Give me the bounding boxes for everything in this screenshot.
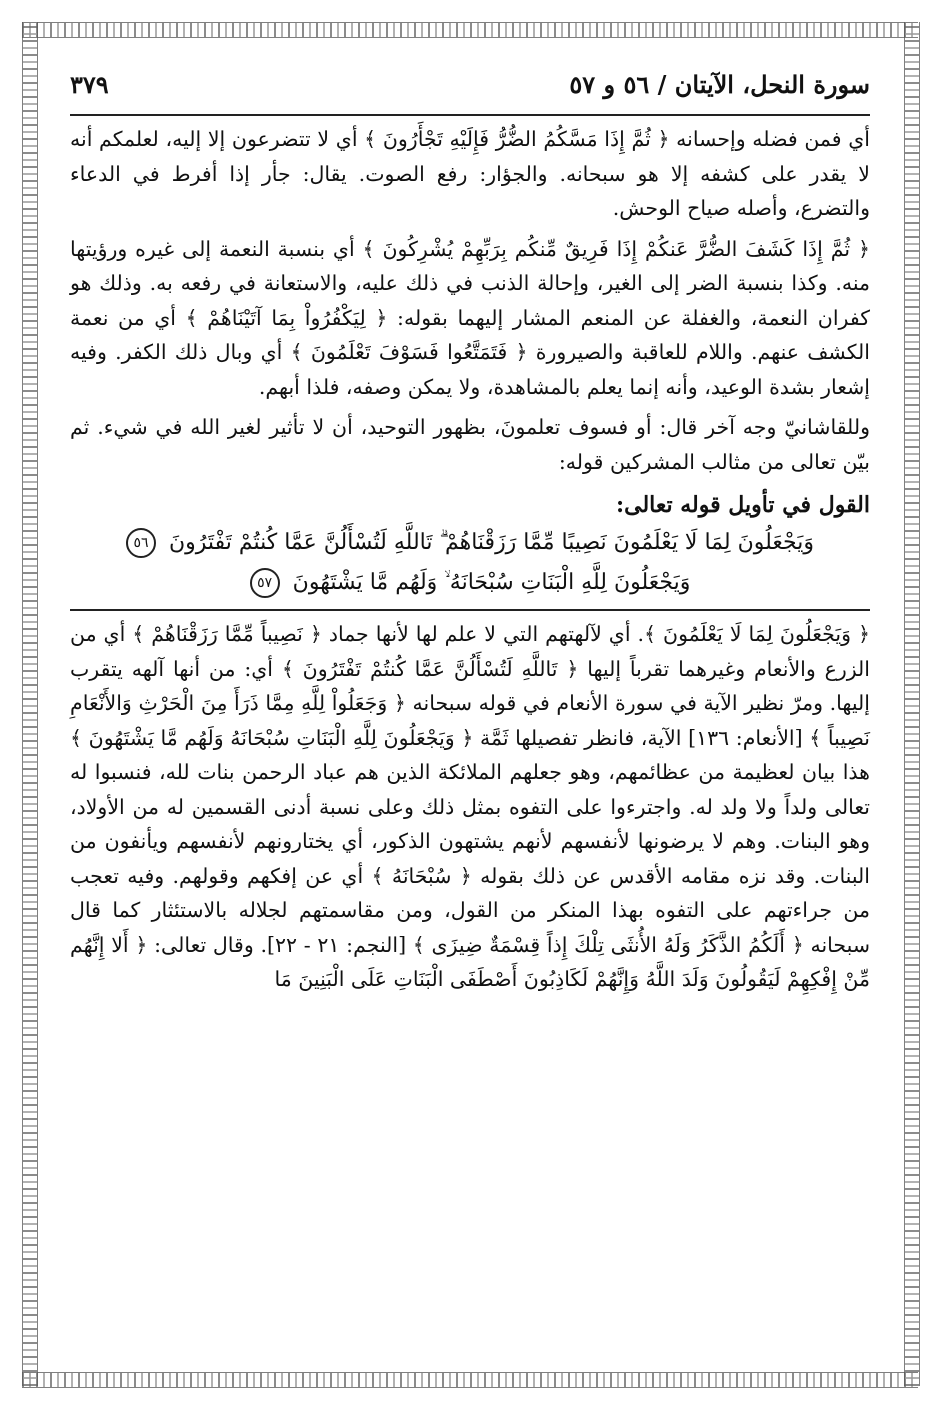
verse-56	[70, 523, 870, 563]
paragraph-1: أي فمن فضله وإحسانه ﴿ ثُمَّ إِذَا مَسَّكُمُ الضُّرُّ فَإِلَيْهِ تَجْأَرُونَ ﴾ أي لا تتضرعون إلا إليه، لعلمكم أنه لا يقدر على كشفه إلا هو سبحانه. والجؤار: رفع الصوت. يقال: جأر إذا أفرط في الدعاء والتضرع، وأصله صياح الوحش.	[70, 127, 870, 220]
decorative-border-left	[22, 22, 38, 1386]
verse-text: وَيَجْعَلُونَ لِلَّهِ الْبَنَاتِ سُبْحَانَهُ ۙ وَلَهُم مَّا يَشْتَهُونَ	[292, 570, 691, 595]
ayah-number-badge: ٥٧	[250, 568, 280, 598]
quran-verses	[70, 523, 870, 611]
paragraph-2: ﴿ ثُمَّ إِذَا كَشَفَ الضُّرَّ عَنكُمْ إِذَا فَرِيقٌ مِّنكُم بِرَبِّهِمْ يُشْرِكُونَ ﴾ أي بنسبة النعمة إلى غيره ورؤيتها منه. وكذا بنسبة الضر إلى الغير، وإحالة الذنب في ذلك عليه، والاستعانة في رفعه به. وذلك هو كفران النعمة، والغفلة عن المنعم المشار إليهما بقوله: ﴿ لِيَكْفُرُواْ بِمَا آتَيْنَاهُمْ ﴾ أي من نعمة الكشف عنهم. واللام للعاقبة والصيرورة ﴿ فَتَمَتَّعُوا فَسَوْفَ تَعْلَمُونَ ﴾ أي وبال ذلك الكفر. وفيه إشعار بشدة الوعيد، وأنه إنما يعلم بالمشاهدة، ولا يمكن وصفه، فلذا أبهم.	[70, 236, 870, 399]
decorative-border-right	[904, 22, 920, 1386]
verse-57	[70, 563, 870, 603]
paragraph-3: وللقاشانيّ وجه آخر قال: أو فسوف تعلمونَ، بظهور التوحيد، أن لا تأثير لغير الله في شيء. ثم بيّن تعالى من مثالب المشركين قوله:	[70, 415, 870, 474]
commentary-paragraph: ﴿ وَيَجْعَلُونَ لِمَا لَا يَعْلَمُونَ ﴾. أي لآلهتهم التي لا علم لها لأنها جماد ﴿ نَصِيباً مِّمَّا رَزَقْنَاهُمْ ﴾ أي من الزرع والأنعام وغيرهما تقرباً إليها ﴿ تَاللَّهِ لَتُسْأَلُنَّ عَمَّا كُنتُمْ تَفْتَرُونَ ﴾ أي: من أنها آلهه يتقرب إليها. ومرّ نظير الآية في سورة الأنعام في قوله سبحانه ﴿ وَجَعَلُواْ لِلَّهِ مِمَّا ذَرَأَ مِنَ الْحَرْثِ وَالأَنْعَامِ نَصِيباً ﴾ [الأنعام: ١٣٦] الآية، فانظر تفصيلها ثَمَّة ﴿ وَيَجْعَلُونَ لِلَّهِ الْبَنَاتِ سُبْحَانَهُ وَلَهُم مَّا يَشْتَهُونَ ﴾ هذا بيان لعظيمة من عظائمهم، وهو جعلهم الملائكة الذين هم عباد الرحمن بنات لله، فنسبوا له تعالى ولداً ولا ولد له. واجترءوا على التفوه بمثل ذلك وعلى نسبة أدنى القسمين له من الأولاد، وهو البنات. وهم لا يرضونها لأنفسهم لأنهم يشتهون الذكور، أي يختارونهم لأنفسهم ويأنفون من البنات. وقد نزه مقامه الأقدس عن ذلك بقوله ﴿ سُبْحَانَهُ ﴾ أي عن إفكهم وقولهم. وفيه تعجب من جراءتهم على التفوه بهذا المنكر من القول، ومن مقاسمتهم لجلاله بالاستئثار كما قال سبحانه ﴿ أَلَكُمُ الذَّكَرُ وَلَهُ الأُنثَى تِلْكَ إِذاً قِسْمَةٌ ضِيزَى ﴾ [النجم: ٢١ - ٢٢]. وقال تعالى: ﴿ أَلا إِنَّهُم مِّنْ إِفْكِهِمْ لَيَقُولُونَ وَلَدَ اللَّهُ وَإِنَّهُمْ لَكَاذِبُونَ أَصْطَفَى الْبَنَاتِ عَلَى الْبَنِينَ مَا	[70, 622, 870, 991]
decorative-border-bottom	[22, 1372, 918, 1388]
section-title: القول في تأويل قوله تعالى:	[616, 492, 870, 518]
running-title: سورة النحل، الآيتان / ٥٦ و ٥٧	[569, 70, 870, 99]
ayah-number-badge: ٥٦	[126, 528, 156, 558]
page-header	[70, 70, 870, 116]
decorative-border-top	[22, 22, 918, 38]
verse-text: وَيَجْعَلُونَ لِمَا لَا يَعْلَمُونَ نَصِيبًا مِّمَّا رَزَقْنَاهُمْ ۗ تَاللَّهِ لَتُسْأَلُنَّ عَمَّا كُنتُمْ تَفْتَرُونَ	[169, 530, 814, 555]
page-number: ٣٧٩	[70, 70, 109, 99]
book-page	[70, 70, 870, 1360]
